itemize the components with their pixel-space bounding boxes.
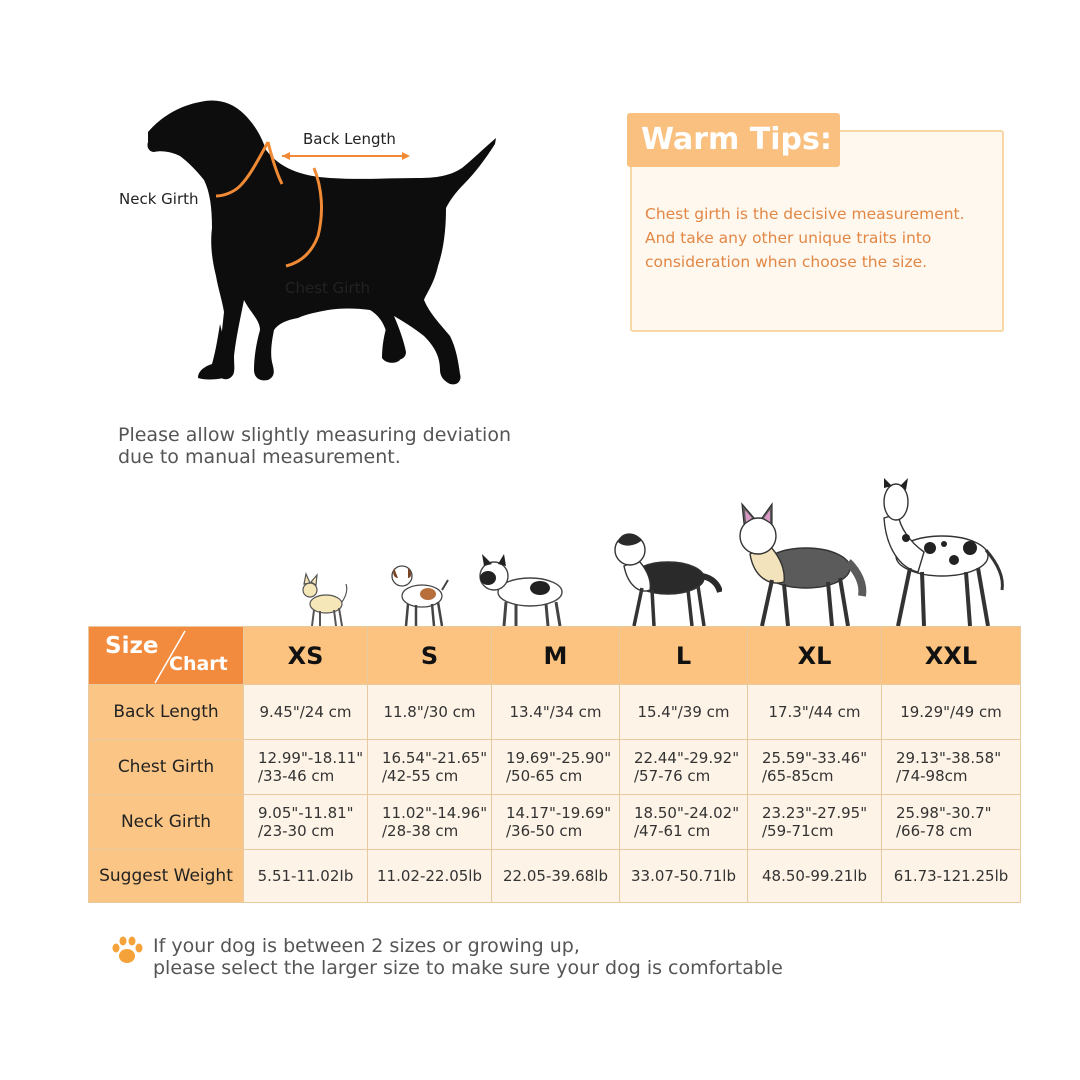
table-row [89,740,1021,795]
table-cell: 61.73-121.25lb [882,850,1021,903]
row-label-chest-girth: Chest Girth [89,740,244,795]
border-collie-icon [604,526,722,628]
cell-line-cm: /47-61 cm [634,822,711,840]
table-cell [882,795,1021,850]
neck-girth-label: Neck Girth [119,190,199,208]
cell-line-cm: /59-71cm [762,822,834,840]
cell-line-inch: 14.17"-19.69" [506,804,612,822]
table-cell [620,795,748,850]
table-cell: 5.51-11.02Ib [244,850,368,903]
size-header-m: M [492,627,620,685]
table-row [89,795,1021,850]
size-advice-note [153,935,953,979]
tips-line: Chest girth is the decisive measurement. [645,205,965,223]
cell-line-cm: /33-46 cm [258,767,335,785]
table-cell: 19.29"/49 cm [882,685,1021,740]
cell-line-cm: /66-78 cm [896,822,973,840]
chest-girth-label: Chest Girth [285,279,371,297]
table-cell: 48.50-99.21lb [748,850,882,903]
measurement-diagram [100,80,520,400]
dog-silhouette-icon [100,80,520,400]
cell-line-inch: 23.23"-27.95" [762,804,868,822]
cell-line-inch: 29.13"-38.58" [896,749,1002,767]
cell-line-cm: /65-85cm [762,767,834,785]
cell-line-inch: 12.99"-18.11" [258,749,364,767]
warm-tips-title: Warm Tips: [627,113,840,167]
table-cell: 11.8"/30 cm [368,685,492,740]
row-label-neck-girth: Neck Girth [89,795,244,850]
table-cell [368,795,492,850]
row-label-suggest-weight: Suggest Weight [89,850,244,903]
table-cell [244,740,368,795]
cell-line-inch: 22.44"-29.92" [634,749,740,767]
chihuahua-icon [298,572,350,628]
table-cell [882,740,1021,795]
warm-tips-body [645,202,995,274]
table-cell: 22.05-39.68lb [492,850,620,903]
corner-size-label: Size [105,633,159,659]
size-header-xl: XL [748,627,882,685]
jack-russell-icon [388,560,450,628]
table-cell [748,795,882,850]
table-cell [620,740,748,795]
cell-line-cm: /28-38 cm [382,822,459,840]
cell-line-cm: /36-50 cm [506,822,583,840]
size-chart-corner [89,627,244,685]
table-cell [748,740,882,795]
cell-line-inch: 25.59"-33.46" [762,749,868,767]
size-header-row [89,627,1021,685]
table-cell: 15.4"/39 cm [620,685,748,740]
tips-line: And take any other unique traits into [645,229,932,247]
row-label-back-length: Back Length [89,685,244,740]
table-cell: 9.45"/24 cm [244,685,368,740]
table-cell [492,795,620,850]
cell-line-cm: /42-55 cm [382,767,459,785]
size-header-xs: XS [244,627,368,685]
size-chart-table [88,626,1021,903]
paw-icon [110,934,144,968]
table-cell: 11.02-22.05lb [368,850,492,903]
great-dane-icon [870,478,1010,628]
table-cell: 33.07-50.71lb [620,850,748,903]
table-cell [492,740,620,795]
cell-line-cm: /23-30 cm [258,822,335,840]
table-row [89,850,1021,903]
corner-chart-label: Chart [169,653,228,675]
french-bulldog-icon [476,552,570,628]
cell-line-inch: 25.98"-30.7" [896,804,992,822]
back-length-label: Back Length [303,130,396,148]
size-header-xxl: XXL [882,627,1021,685]
table-cell [368,740,492,795]
table-cell: 17.3"/44 cm [748,685,882,740]
husky-icon [732,502,868,628]
cell-line-cm: /50-65 cm [506,767,583,785]
table-cell [244,795,368,850]
cell-line-cm: /74-98cm [896,767,968,785]
dog-size-illustrations [0,470,1080,628]
tips-line: consideration when choose the size. [645,253,928,271]
size-advice-line: please select the larger size to make sure your dog is comfortable [153,957,783,979]
table-cell: 13.4"/34 cm [492,685,620,740]
size-advice-line: If your dog is between 2 sizes or growing up, [153,935,580,957]
cell-line-inch: 19.69"-25.90" [506,749,612,767]
size-header-s: S [368,627,492,685]
cell-line-inch: 11.02"-14.96" [382,804,488,822]
cell-line-cm: /57-76 cm [634,767,711,785]
size-header-l: L [620,627,748,685]
cell-line-inch: 9.05"-11.81" [258,804,354,822]
cell-line-inch: 18.50"-24.02" [634,804,740,822]
deviation-note: Please allow slightly measuring deviation due to manual measurement. [118,424,511,468]
cell-line-inch: 16.54"-21.65" [382,749,488,767]
table-row [89,685,1021,740]
